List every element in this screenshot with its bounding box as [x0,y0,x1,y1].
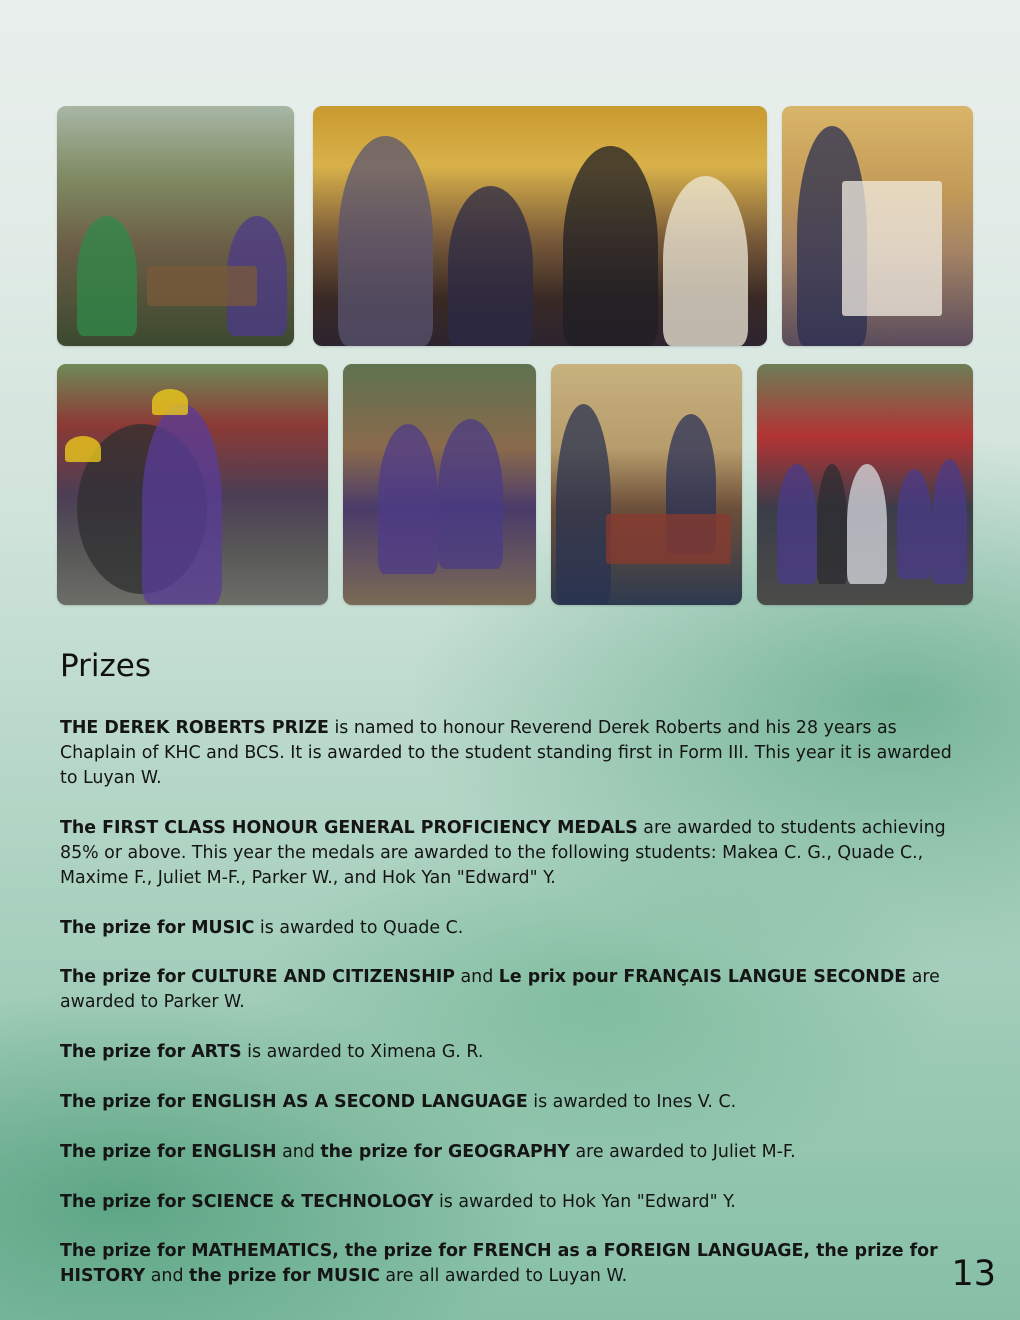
prize-paragraph: THE DEREK ROBERTS PRIZE is named to honour Reverend Derek Roberts and his 28 years as Chaplain of KHC and BCS. It is awarded to the student standing first in Form III. This year it is awarded to Luyan W. [60,718,952,788]
two-students-seated-photo [343,364,536,605]
students-hardhats-tractor-photo [757,364,973,605]
prize-paragraph: The prize for ENGLISH AS A SECOND LANGUAGE is awarded to Ines V. C. [60,1091,737,1112]
students-classroom-table-photo [551,364,742,605]
prize-ceremony-chapel-photo [313,106,767,346]
page-number: 13 [951,1254,996,1294]
prize-paragraph: The prize for SCIENCE & TECHNOLOGY is awarded to Hok Yan "Edward" Y. [60,1191,736,1212]
prize-paragraph: The FIRST CLASS HONOUR GENERAL PROFICIENCY MEDALS are awarded to students achieving 85% or above. This year the medals are awarded to the following students: Makea C. G., Quade C., Maxime F., Juliet M-F., Parker W., and Hok Yan "Edward" Y. [60,817,946,888]
page-title: Prizes [60,648,152,684]
prizes-list [60,716,955,1314]
students-picnic-table-photo [57,106,294,346]
prize-paragraph: The prize for ENGLISH and the prize for GEOGRAPHY are awarded to Juliet M-F. [60,1141,796,1162]
prize-paragraph: The prize for ARTS is awarded to Ximena G. R. [60,1042,484,1063]
prize-paragraph: The prize for MATHEMATICS, the prize for FRENCH as a FOREIGN LANGUAGE, the prize for HISTORY and the prize for MUSIC are all awarded to Luyan W. [60,1241,938,1287]
student-carrying-classmate-tractor-photo [57,364,328,605]
prize-paragraph: The prize for CULTURE AND CITIZENSHIP and Le prix pour FRANÇAIS LANGUE SECONDE are awarded to Parker W. [60,967,940,1013]
prize-paragraph: The prize for MUSIC is awarded to Quade C. [60,917,464,938]
student-titanium-poster-photo [782,106,973,346]
